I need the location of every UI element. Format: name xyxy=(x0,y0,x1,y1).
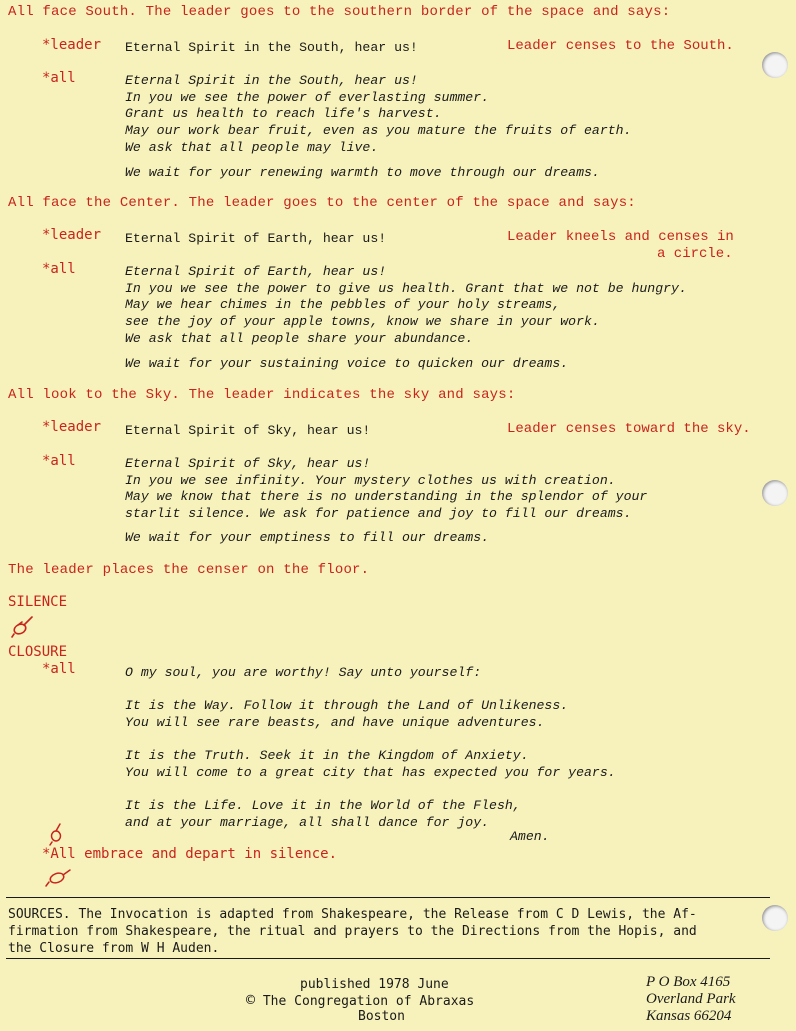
center-closing-line: We wait for your sustaining voice to quicken our dreams. xyxy=(125,356,569,371)
sky-all-response xyxy=(125,456,647,523)
punch-hole-top xyxy=(762,52,788,78)
address-line: P O Box 4165 xyxy=(646,974,731,990)
verse-line: Eternal Spirit in the South, hear us! xyxy=(125,73,418,88)
sources-line: the Closure from W H Auden. xyxy=(8,941,220,956)
sky-leader-tag: *leader xyxy=(42,419,102,435)
center-leader-line: Eternal Spirit of Earth, hear us! xyxy=(125,231,387,246)
divider-top xyxy=(6,897,770,898)
closure-stanza-1 xyxy=(125,698,568,731)
punch-hole-bottom xyxy=(762,905,788,931)
verse-line: May we know that there is no understanding in the splendor of your xyxy=(125,489,648,505)
censer-icon xyxy=(44,866,72,888)
verse-line: and at your marriage, all shall dance for joy. xyxy=(125,814,490,830)
verse-line: starlit silence. We ask for patience and joy to fill our dreams. xyxy=(125,506,632,522)
amen: Amen. xyxy=(510,829,550,844)
south-leader-line: Eternal Spirit in the South, hear us! xyxy=(125,40,418,55)
footer-congregation: The Congregation of Abraxas xyxy=(262,994,475,1009)
center-rubric-line-2: a circle. xyxy=(657,246,733,262)
verse-line: You will see rare beasts, and have unique adventures. xyxy=(125,714,545,730)
verse-line: see the joy of your apple towns, know we share in your work. xyxy=(125,314,600,330)
footer-address xyxy=(646,974,736,1025)
sky-leader-line: Eternal Spirit of Sky, hear us! xyxy=(125,423,371,438)
verse-line: It is the Life. Love it in the World of the Flesh, xyxy=(125,798,521,813)
verse-line: In you we see the power to give us health. Grant that we not be hungry. xyxy=(125,280,687,296)
verse-line: We ask that all people may live. xyxy=(125,139,379,155)
verse-line: Grant us health to reach life's harvest. xyxy=(125,106,442,122)
south-all-tag: *all xyxy=(42,70,76,86)
footer-published: published 1978 June xyxy=(300,977,449,992)
closure-intro: O my soul, you are worthy! Say unto yourself: xyxy=(125,665,482,680)
sources-line: firmation from Shakespeare, the ritual and prayers to the Directions from the Hopis, and xyxy=(8,924,697,939)
address-line: Kansas 66204 xyxy=(646,1008,732,1024)
verse-line: It is the Way. Follow it through the Land of Unlikeness. xyxy=(125,698,569,713)
center-heading: All face the Center. The leader goes to the center of the space and says: xyxy=(8,195,636,211)
closure-stanza-3 xyxy=(125,798,521,831)
center-leader-tag: *leader xyxy=(42,227,102,243)
divider-bottom xyxy=(6,958,770,959)
silence-label: SILENCE xyxy=(8,594,68,610)
verse-line: Eternal Spirit of Earth, hear us! xyxy=(125,264,387,279)
verse-line: You will come to a great city that has expected you for years. xyxy=(125,764,616,780)
footer-city: Boston xyxy=(358,1009,405,1024)
censer-icon xyxy=(10,614,36,638)
closure-final-rubric: *All embrace and depart in silence. xyxy=(42,846,338,862)
address-line: Overland Park xyxy=(646,991,736,1007)
verse-line: We ask that all people share your abundance. xyxy=(125,330,474,346)
closure-stanza-2 xyxy=(125,748,616,781)
sources-block xyxy=(8,906,697,957)
sky-heading: All look to the Sky. The leader indicates the sky and says: xyxy=(8,387,516,403)
closure-all-tag: *all xyxy=(42,661,76,677)
center-rubric-line-1: Leader kneels and censes in xyxy=(507,229,734,245)
south-closing-line: We wait for your renewing warmth to move through our dreams. xyxy=(125,165,600,180)
south-rubric: Leader censes to the South. xyxy=(507,38,734,54)
south-leader-tag: *leader xyxy=(42,37,102,53)
south-heading: All face South. The leader goes to the southern border of the space and says: xyxy=(8,4,671,20)
verse-line: It is the Truth. Seek it in the Kingdom of Anxiety. xyxy=(125,748,529,763)
censer-icon xyxy=(46,822,68,846)
verse-line: In you we see the power of everlasting summer. xyxy=(125,89,490,105)
sky-rubric: Leader censes toward the sky. xyxy=(507,421,751,437)
verse-line: Eternal Spirit of Sky, hear us! xyxy=(125,456,371,471)
verse-line: In you we see infinity. Your mystery clothes us with creation. xyxy=(125,472,616,488)
censer-rubric: The leader places the censer on the floor. xyxy=(8,562,370,578)
sky-closing-line: We wait for your emptiness to fill our dreams. xyxy=(125,530,490,545)
center-all-tag: *all xyxy=(42,261,76,277)
punch-hole-middle xyxy=(762,480,788,506)
sources-line: SOURCES. The Invocation is adapted from Shakespeare, the Release from C D Lewis, the Af- xyxy=(8,907,697,922)
center-all-response xyxy=(125,264,687,347)
closure-label: CLOSURE xyxy=(8,644,68,660)
copyright-symbol: © xyxy=(246,991,256,1009)
verse-line: May we hear chimes in the pebbles of your holy streams, xyxy=(125,297,561,313)
sky-all-tag: *all xyxy=(42,453,76,469)
verse-line: May our work bear fruit, even as you mature the fruits of earth. xyxy=(125,123,632,139)
south-all-response xyxy=(125,73,631,156)
